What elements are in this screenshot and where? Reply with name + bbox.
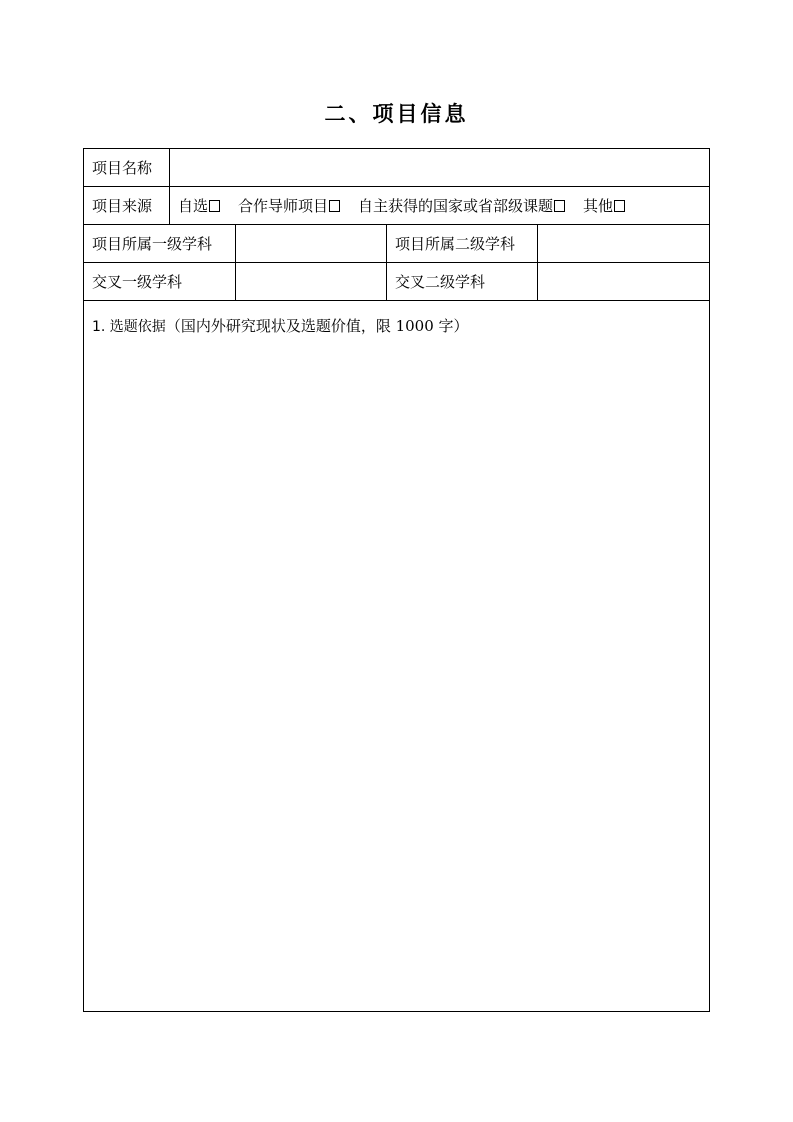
cross-discipline-row [84, 263, 709, 301]
project-name-field[interactable] [169, 149, 709, 186]
cross2-label: 交叉二级学科 [386, 263, 537, 300]
cross1-label: 交叉一级学科 [92, 273, 183, 291]
source-option-label: 自主获得的国家或省部级课题 [358, 197, 554, 215]
discipline-row [84, 225, 709, 263]
project-source-label: 项目来源 [92, 197, 153, 215]
section1-heading: 1. 选题依据 [92, 319, 166, 335]
checkbox-icon[interactable] [209, 200, 220, 212]
source-option-label: 合作导师项目 [238, 197, 329, 215]
project-name-row [84, 149, 709, 187]
section1-note: （国内外研究现状及选题价值，限 1000 字） [165, 317, 469, 335]
checkbox-icon[interactable] [329, 200, 340, 212]
cross1-field[interactable] [235, 263, 386, 300]
source-option-supervisor-project[interactable] [238, 195, 340, 216]
project-name-label: 项目名称 [92, 159, 153, 177]
discipline1-field[interactable] [235, 225, 386, 262]
source-option-national-provincial[interactable] [358, 195, 565, 216]
cross2-field[interactable] [537, 263, 709, 300]
discipline2-field[interactable] [537, 225, 709, 262]
source-option-label: 自选 [178, 197, 209, 215]
source-option-label: 其他 [583, 197, 614, 215]
discipline2-label: 项目所属二级学科 [386, 225, 537, 262]
section1-heading-line [92, 315, 469, 336]
source-option-other[interactable] [583, 195, 625, 216]
checkbox-icon[interactable] [554, 200, 565, 212]
checkbox-icon[interactable] [614, 200, 625, 212]
section1-content-area[interactable] [92, 341, 700, 1001]
project-source-row [84, 187, 709, 225]
project-source-options [169, 187, 709, 224]
page-title: 二、项目信息 [324, 102, 469, 126]
source-option-self-selected[interactable] [178, 195, 220, 216]
project-info-form [83, 148, 710, 1012]
discipline1-label: 项目所属一级学科 [92, 235, 213, 253]
